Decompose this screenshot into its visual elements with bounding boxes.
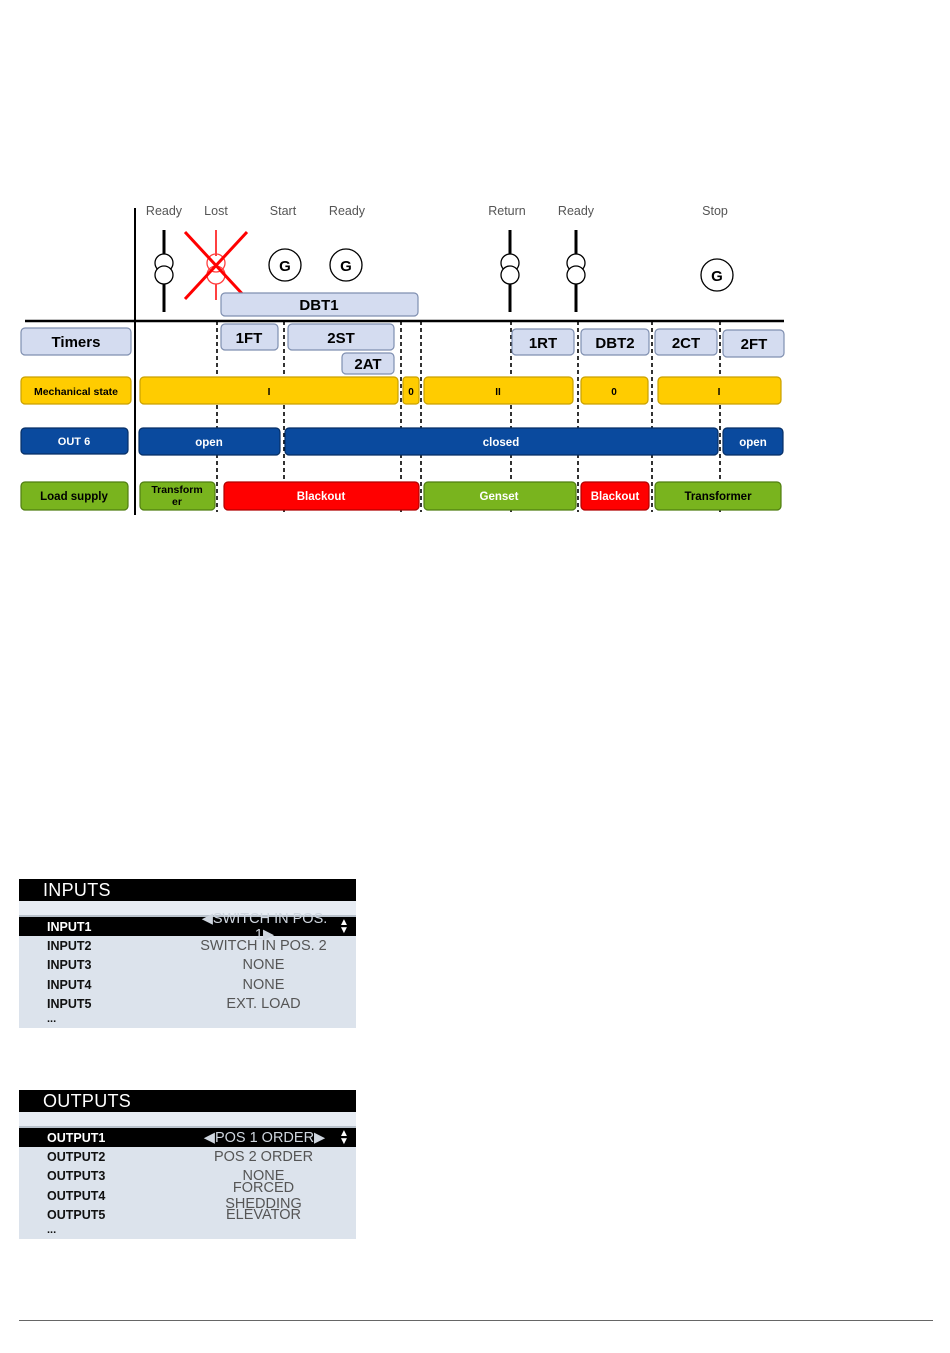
svg-text:2FT: 2FT bbox=[740, 336, 768, 353]
svg-text:1RT: 1RT bbox=[528, 335, 558, 352]
out6-segment bbox=[723, 428, 783, 455]
phase-label-ready: Ready bbox=[145, 204, 183, 218]
input-row-1[interactable] bbox=[19, 910, 356, 943]
transformer-icon bbox=[155, 230, 173, 312]
mechanical-state-segment bbox=[581, 377, 648, 404]
load-supply-segment bbox=[581, 482, 649, 510]
transfer-sequence-diagram bbox=[0, 0, 950, 540]
input-name: INPUT5 bbox=[47, 997, 92, 1012]
more-indicator: ... bbox=[47, 1223, 57, 1236]
mechanical-state-segment bbox=[140, 377, 398, 404]
output-value-text: POS 1 ORDER bbox=[214, 1129, 315, 1146]
left-arrow-icon[interactable]: ◀ bbox=[201, 910, 213, 927]
phase-label-start: Start bbox=[269, 204, 297, 218]
input-value: NONE bbox=[242, 976, 285, 993]
mechanical-state-segment bbox=[424, 377, 573, 404]
svg-text:0: 0 bbox=[408, 387, 414, 398]
output-name: OUTPUT2 bbox=[47, 1150, 106, 1165]
transformer-icon bbox=[501, 230, 519, 312]
timer-2ft bbox=[723, 330, 784, 357]
output-value: FORCED SHEDDING bbox=[225, 1179, 302, 1212]
left-arrow-icon[interactable]: ◀ bbox=[203, 1129, 215, 1146]
load-supply-segment bbox=[424, 482, 576, 510]
outputs-panel bbox=[19, 1090, 356, 1239]
output-row-5[interactable] bbox=[19, 1206, 356, 1225]
load-supply-segment bbox=[140, 482, 215, 510]
mechanical-state-segment bbox=[658, 377, 781, 404]
output-row-1[interactable] bbox=[19, 1128, 356, 1147]
svg-text:Blackout: Blackout bbox=[590, 491, 640, 503]
input-value: EXT. LOAD bbox=[226, 996, 301, 1013]
svg-text:G: G bbox=[711, 268, 723, 285]
out6-segment bbox=[285, 428, 718, 455]
svg-text:Mechanical state: Mechanical state bbox=[33, 386, 119, 398]
panel-spacer bbox=[19, 1112, 356, 1128]
svg-text:Transformer: Transformer bbox=[684, 491, 752, 503]
input-value: NONE bbox=[242, 957, 285, 974]
output-value: NONE bbox=[242, 1168, 285, 1185]
right-arrow-icon[interactable]: ▶ bbox=[262, 926, 275, 943]
timer-2st bbox=[288, 324, 394, 350]
output-row-4[interactable] bbox=[19, 1179, 356, 1212]
load-supply-segment bbox=[655, 482, 781, 510]
input-name: INPUT1 bbox=[47, 919, 92, 934]
more-indicator: ... bbox=[47, 1012, 57, 1025]
output-value: ELEVATOR bbox=[226, 1207, 301, 1224]
transformer-icon bbox=[567, 230, 585, 312]
input-name: INPUT3 bbox=[47, 958, 92, 973]
generator-icon bbox=[330, 249, 362, 281]
svg-text:G: G bbox=[279, 258, 291, 275]
output-name: OUTPUT1 bbox=[47, 1130, 106, 1145]
output-value: POS 2 ORDER bbox=[213, 1149, 314, 1166]
phase-label-lost: Lost bbox=[204, 204, 228, 218]
up-down-arrow-icon[interactable]: ▲ ▼ bbox=[339, 916, 349, 936]
svg-text:Load supply: Load supply bbox=[40, 491, 108, 503]
row-label-timers bbox=[21, 328, 131, 355]
generator-icon bbox=[269, 249, 301, 281]
load-supply-segment-label: Transform er bbox=[151, 484, 203, 508]
svg-text:OUT 6: OUT 6 bbox=[57, 436, 91, 448]
row-label-out6 bbox=[21, 428, 128, 454]
svg-text:DBT2: DBT2 bbox=[595, 335, 635, 352]
output-name: OUTPUT5 bbox=[47, 1208, 106, 1223]
svg-text:II: II bbox=[495, 387, 501, 398]
timer-dbt1 bbox=[221, 293, 418, 316]
svg-text:I: I bbox=[267, 387, 271, 398]
output-value[interactable] bbox=[197, 1130, 332, 1146]
svg-text:Genset: Genset bbox=[479, 491, 519, 503]
svg-text:Blackout: Blackout bbox=[296, 491, 346, 503]
inputs-panel bbox=[19, 879, 356, 1028]
timer-2ct bbox=[655, 329, 717, 355]
input-name: INPUT4 bbox=[47, 977, 92, 992]
right-arrow-icon[interactable]: ▶ bbox=[314, 1129, 326, 1146]
svg-text:open: open bbox=[195, 437, 223, 449]
input-value-text: SWITCH IN POS. 1 bbox=[212, 910, 328, 943]
svg-text:open: open bbox=[739, 437, 767, 449]
timer-1ft bbox=[221, 324, 278, 350]
svg-text:2CT: 2CT bbox=[671, 335, 701, 352]
output-row-2[interactable] bbox=[19, 1147, 356, 1166]
input-value: SWITCH IN POS. 2 bbox=[200, 938, 327, 955]
inputs-title: INPUTS bbox=[19, 879, 356, 901]
svg-text:1FT: 1FT bbox=[235, 330, 263, 347]
svg-text:0: 0 bbox=[611, 387, 617, 398]
phase-label-ready: Ready bbox=[557, 204, 595, 218]
phase-label-ready: Ready bbox=[328, 204, 366, 218]
input-row-4[interactable] bbox=[19, 975, 356, 994]
input-row-2[interactable] bbox=[19, 936, 356, 955]
timer-2at bbox=[342, 353, 394, 374]
load-supply-segment bbox=[224, 482, 419, 510]
svg-text:closed: closed bbox=[482, 437, 520, 449]
out6-segment bbox=[139, 428, 280, 455]
svg-text:2AT: 2AT bbox=[354, 356, 382, 373]
phase-label-return: Return bbox=[488, 204, 526, 218]
svg-text:G: G bbox=[340, 258, 352, 275]
timer-dbt2 bbox=[581, 329, 649, 355]
output-name: OUTPUT4 bbox=[47, 1188, 106, 1203]
timer-1rt bbox=[512, 329, 574, 355]
row-label-load-supply bbox=[21, 482, 128, 510]
mechanical-state-segment bbox=[403, 377, 419, 404]
output-name: OUTPUT3 bbox=[47, 1169, 106, 1184]
svg-text:DBT1: DBT1 bbox=[299, 297, 339, 314]
footer-divider bbox=[19, 1320, 933, 1321]
svg-text:2ST: 2ST bbox=[327, 330, 355, 347]
svg-text:I: I bbox=[717, 387, 721, 398]
row-label-mechanical-state bbox=[21, 377, 131, 404]
up-down-arrow-icon[interactable]: ▲ ▼ bbox=[339, 1127, 349, 1147]
input-name: INPUT2 bbox=[47, 939, 92, 954]
outputs-title: OUTPUTS bbox=[19, 1090, 356, 1112]
svg-text:Timers: Timers bbox=[51, 334, 101, 351]
generator-icon bbox=[701, 259, 733, 291]
input-row-3[interactable] bbox=[19, 956, 356, 975]
input-row-5[interactable] bbox=[19, 995, 356, 1014]
phase-label-stop: Stop bbox=[702, 204, 728, 218]
